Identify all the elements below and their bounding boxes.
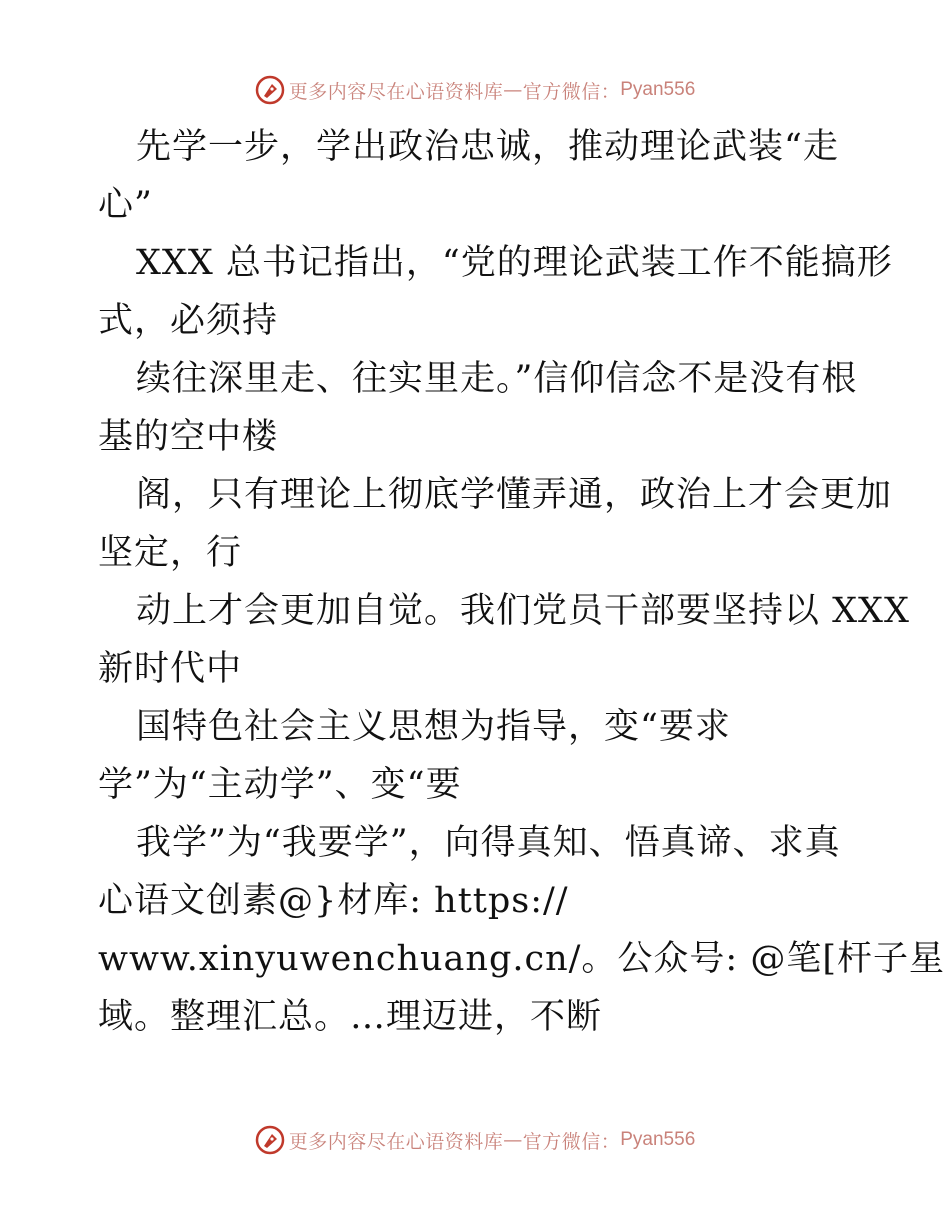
text-line: www.xinyuwenchuang.cn/。公众号: @笔[杆子星	[98, 939, 945, 979]
text-line: 先学一步，学出政治忠诚，推动理论武装“走	[136, 127, 839, 167]
text-line: 坚定，行	[98, 533, 243, 573]
text-line: 式，必须持	[98, 301, 279, 341]
text-line: 学”为“主动学”、变“要	[98, 765, 462, 805]
text-line: 心”	[98, 185, 153, 225]
pen-nib-logo-icon	[255, 1125, 285, 1155]
header-contact-id: Pyan556	[620, 79, 696, 100]
header-separator: —	[503, 79, 523, 101]
text-line: 新时代中	[98, 649, 243, 689]
text-line: 阁，只有理论上彻底学懂弄通，政治上才会更加	[136, 475, 893, 515]
footer-banner	[0, 1120, 950, 1160]
text-line: 续往深里走、往实里走。”信仰信念不是没有根	[136, 359, 858, 399]
footer-contact-label: 官方微信：	[522, 1130, 621, 1153]
header-contact-label: 官方微信：	[522, 80, 621, 103]
pen-nib-logo-icon	[255, 75, 285, 105]
footer-separator: —	[503, 1129, 523, 1151]
text-line: 心语文创素@}材库: https://	[98, 881, 569, 921]
header-banner	[0, 70, 950, 110]
text-line: 域。整理汇总。…理迈进，不断	[98, 997, 603, 1037]
text-line: 国特色社会主义思想为指导，变“要求	[136, 707, 731, 747]
document-body	[98, 118, 945, 1046]
text-line: 动上才会更加自觉。我们党员干部要坚持以 XXX	[136, 591, 910, 631]
text-line: 基的空中楼	[98, 417, 279, 457]
text-line: 我学”为“我要学”，向得真知、悟真谛、求真	[136, 823, 841, 863]
header-title: 更多内容尽在心语资料库	[288, 80, 504, 103]
footer-title: 更多内容尽在心语资料库	[288, 1130, 504, 1153]
footer-contact-id: Pyan556	[620, 1129, 696, 1150]
text-line: XXX 总书记指出，“党的理论武装工作不能搞形	[136, 243, 893, 283]
